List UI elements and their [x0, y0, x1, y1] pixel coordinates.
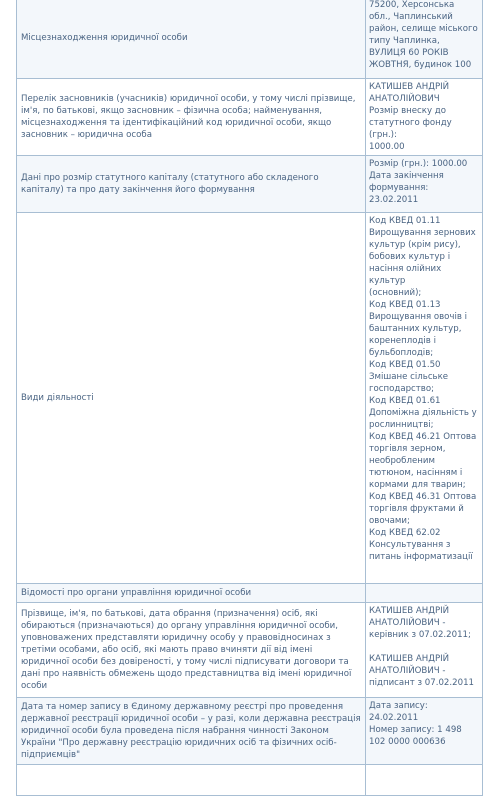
value-line: кормами для тварин;	[369, 480, 466, 490]
row-value	[366, 698, 482, 765]
value-line: необробленим	[369, 456, 435, 466]
registry-table	[16, 0, 483, 796]
value-line: культур (крім рису),	[369, 240, 461, 250]
value-line: Код КВЕД 46.21 Оптова	[369, 432, 477, 442]
value-line: АНАТОЛІЙОВИЧ -	[369, 618, 446, 628]
row-label: Дата та номер запису в Єдиному державному реєстрі про проведення державної реєстрації юридичної особи – у разі, коли державна реєстрація юридичної особи була проведена після набрання чинності Законом України "Про державну реєстрацію юридичних осіб та фізичних осіб-підприємців"	[17, 698, 366, 765]
value-line: 24.02.2011	[369, 713, 419, 723]
row-label: Перелік засновників (учасників) юридичної особи, у тому числі прізвище, ім'я, по батькові, якщо засновник – фізична особа; найменування, місцезнаходження та ідентифікаційний код юридичної особи, якщо засновник – юридична особа	[17, 79, 366, 156]
value-line: Код КВЕД 62.02	[369, 528, 441, 538]
row-label: Дані про розмір статутного капіталу (статутного або складеного капіталу) та про дату закінчення його формування	[17, 156, 366, 213]
value-line: Розмір внеску до	[369, 106, 446, 116]
value-line: господарство;	[369, 384, 434, 394]
value-line: коренеплодів і	[369, 336, 436, 346]
row-label: Місцезнаходження юридичної особи	[17, 0, 366, 79]
value-line: КАТИШЕВ АНДРІЙ	[369, 82, 450, 92]
table-row	[17, 0, 482, 79]
table-row	[17, 584, 482, 603]
value-line: Код КВЕД 01.13	[369, 300, 441, 310]
value-line: КАТИШЕВ АНДРІЙ	[369, 654, 450, 664]
value-line: Дата закінчення	[369, 171, 444, 181]
table-row	[17, 156, 482, 213]
value-line: 75200, Херсонська	[369, 0, 455, 10]
value-line: насіння олійних культур	[369, 264, 442, 286]
row-label: Види діяльності	[17, 213, 366, 584]
value-line: ЖОВТНЯ, будинок 100	[369, 60, 472, 70]
value-line: керівник з 07.02.2011;	[369, 630, 471, 640]
value-line: Код КВЕД 01.50	[369, 360, 441, 370]
value-line: баштанних культур,	[369, 324, 462, 334]
value-line: статутного фонду (грн.):	[369, 118, 452, 140]
value-line: АНАТОЛІЙОВИЧ -	[369, 666, 446, 676]
value-line: Код КВЕД 46.31 Оптова	[369, 492, 477, 502]
value-line: торгівля фруктами й	[369, 504, 464, 514]
value-line: типу Чаплинка,	[369, 36, 440, 46]
value-line: Номер запису: 1 498	[369, 725, 462, 735]
value-line: район, селище міського	[369, 24, 478, 34]
row-value	[366, 156, 482, 213]
row-label	[17, 765, 366, 795]
value-line: Вирощування овочів і	[369, 312, 468, 322]
value-line: Код КВЕД 01.11	[369, 216, 441, 226]
value-line: тютюном, насінням і	[369, 468, 463, 478]
section-header: Відомості про органи управління юридичної особи	[17, 584, 366, 603]
value-line: (основний);	[369, 288, 422, 298]
table-row	[17, 765, 482, 795]
value-line: Розмір (грн.): 1000.00	[369, 159, 468, 169]
value-line: формування:	[369, 183, 429, 193]
value-line: 23.02.2011	[369, 195, 419, 205]
value-spacer	[369, 641, 479, 653]
row-value	[366, 79, 482, 156]
value-line: Консультування з	[369, 540, 451, 550]
value-line: торгівля зерном,	[369, 444, 446, 454]
value-line: АНАТОЛІЙОВИЧ	[369, 94, 440, 104]
row-value	[366, 765, 482, 795]
table-row	[17, 603, 482, 698]
value-line: бульбоплодів;	[369, 348, 434, 358]
row-value	[366, 0, 482, 79]
value-line: обл., Чаплинський	[369, 12, 453, 22]
table-row	[17, 79, 482, 156]
value-line: Вирощування зернових	[369, 228, 476, 238]
value-line: питань інформатизації	[369, 552, 473, 562]
value-line: Змішане сільське	[369, 372, 449, 382]
value-line: КАТИШЕВ АНДРІЙ	[369, 606, 450, 616]
value-line: бобових культур і	[369, 252, 451, 262]
value-line: Дата запису:	[369, 701, 428, 711]
row-value	[366, 603, 482, 698]
value-line: підписант з 07.02.2011	[369, 678, 475, 688]
value-line: ВУЛИЦЯ 60 РОКІВ	[369, 48, 449, 58]
value-line: Код КВЕД 01.61	[369, 396, 441, 406]
row-label: Прізвище, ім'я, по батькові, дата обрання (призначення) осіб, які обираються (призначаються) до органу управління юридичної особи, уповноважених представляти юридичну особу у правовідносинах з третіми особами, або осіб, які мають право вчиняти дії від імені юридичної особи без довіреності, у тому числі підписувати договори та дані про наявність обмежень щодо представництва від імені юридичної особи	[17, 603, 366, 698]
row-value	[366, 584, 482, 603]
value-line: 102 0000 000636	[369, 737, 446, 747]
row-value	[366, 213, 482, 584]
table-row	[17, 698, 482, 765]
value-line: овочами;	[369, 516, 410, 526]
value-line: Допоміжна діяльність у	[369, 408, 477, 418]
value-line: 1000.00	[369, 142, 405, 152]
value-line: рослинництві;	[369, 420, 434, 430]
table-row	[17, 213, 482, 584]
